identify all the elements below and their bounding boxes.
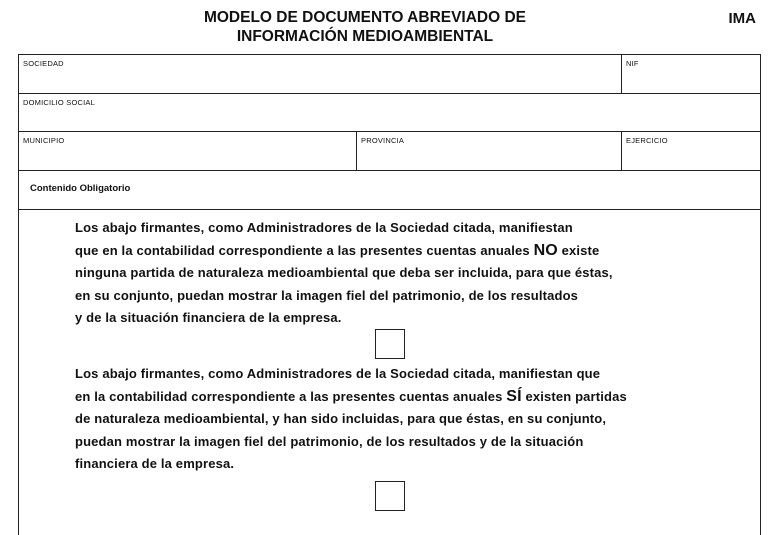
sociedad-field[interactable]: [19, 55, 621, 93]
document-title: [0, 8, 730, 46]
statement-si-line: en la contabilidad correspondiente a las presentes cuentas anuales SÍ existen partidas: [75, 387, 627, 405]
sociedad-label: SOCIEDAD: [23, 59, 64, 68]
form-code: IMA: [728, 10, 756, 27]
statement-no-line: y de la situación financiera de la empresa.: [75, 310, 342, 325]
statement-si-line: financiera de la empresa.: [75, 456, 235, 471]
statement-no: [75, 217, 745, 330]
keyword-no: NO: [533, 241, 558, 259]
row-municipio: [19, 132, 760, 171]
statement-no-line: que en la contabilidad correspondiente a las presentes cuentas anuales NO existe: [75, 241, 600, 259]
statement-si-line: Los abajo firmantes, como Administradores de la Sociedad citada, manifiestan que: [75, 366, 601, 381]
domicilio-field[interactable]: [19, 94, 760, 131]
title-line-2: INFORMACIÓN MEDIOAMBIENTAL: [236, 28, 494, 45]
statement-si-line: puedan mostrar la imagen fiel del patrimonio, de los resultados y de la situación: [75, 433, 584, 449]
municipio-field[interactable]: [19, 132, 356, 170]
checkbox-si[interactable]: [375, 481, 405, 511]
checkbox-no[interactable]: [375, 329, 405, 359]
contenido-obligatorio-label: Contenido Obligatorio: [30, 183, 131, 194]
nif-field[interactable]: [621, 55, 760, 93]
municipio-label: MUNICIPIO: [23, 136, 65, 145]
ejercicio-field[interactable]: [621, 132, 760, 170]
nif-label: NIF: [626, 59, 639, 68]
statement-no-line: ninguna partida de naturaleza medioambiental que deba ser incluida, para que éstas,: [75, 265, 613, 280]
statement-no-line: Los abajo firmantes, como Administradores de la Sociedad citada, manifiestan: [75, 220, 573, 235]
keyword-si: SÍ: [506, 387, 522, 405]
row-contenido: [19, 171, 760, 210]
statement-no-line: en su conjunto, puedan mostrar la imagen fiel del patrimonio, de los resultados: [75, 287, 579, 303]
domicilio-label: DOMICILIO SOCIAL: [23, 98, 95, 107]
provincia-label: PROVINCIA: [361, 136, 405, 145]
provincia-field[interactable]: [356, 132, 621, 170]
ejercicio-label: EJERCICIO: [626, 136, 668, 145]
form-table: [18, 54, 761, 535]
row-domicilio: [19, 94, 760, 132]
statement-si-line: de naturaleza medioambiental, y han sido incluidas, para que éstas, en su conjunto,: [75, 411, 607, 426]
title-line-1: MODELO DE DOCUMENTO ABREVIADO DE: [203, 9, 527, 26]
statement-si: [75, 363, 745, 476]
row-sociedad: [19, 55, 760, 94]
